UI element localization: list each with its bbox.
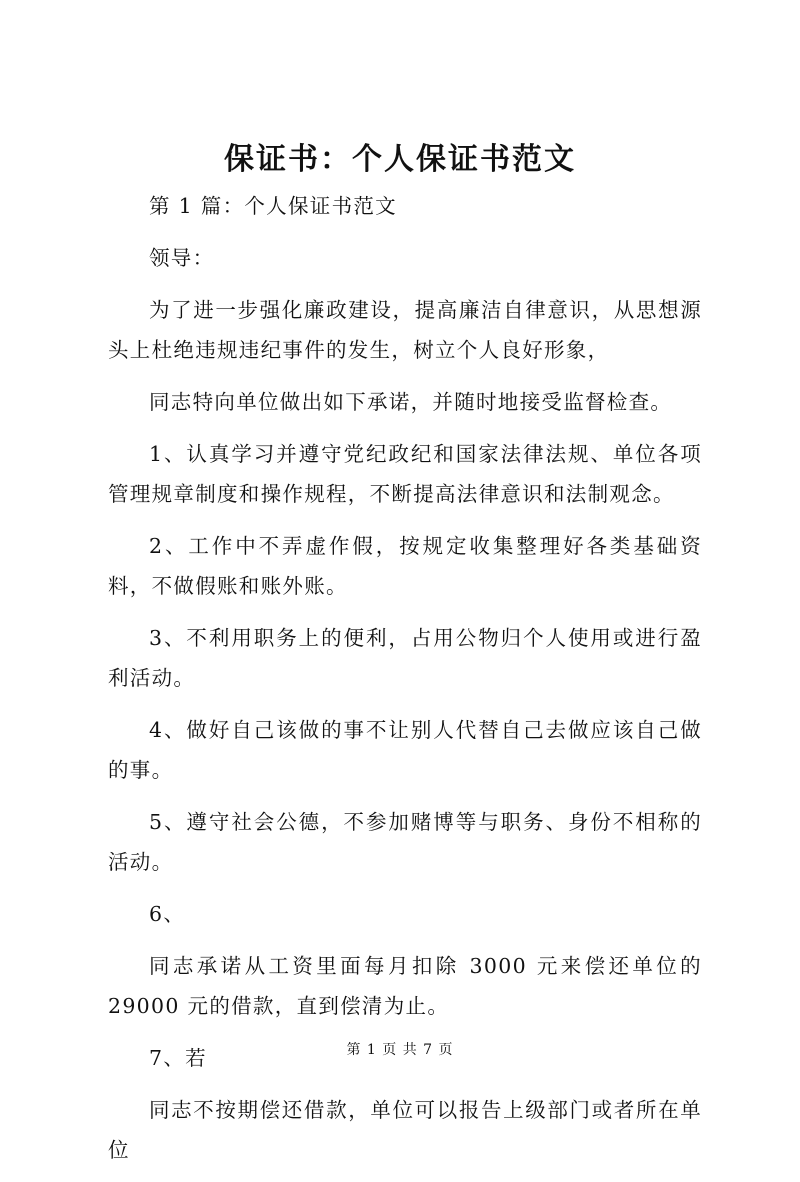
- document-title: 保证书：个人保证书范文: [224, 142, 576, 177]
- paragraph-item-6: 6、: [149, 902, 186, 926]
- paragraph-section-heading: 第 1 篇：个人保证书范文: [149, 194, 397, 218]
- page-footer: 第 1 页 共 7 页: [346, 1042, 454, 1058]
- document-body: [108, 186, 702, 1182]
- paragraph-item-6-detail: 同志承诺从工资里面每月扣除 3000 元来偿还单位的 29000 元的借款，直到偿清为止。: [108, 954, 702, 1018]
- paragraph-item-3: 3、不利用职务上的便利，占用公物归个人使用或进行盈利活动。: [108, 626, 702, 690]
- paragraph-item-1: 1、认真学习并遵守党纪政纪和国家法律法规、单位各项管理规章制度和操作规程，不断提高法律意识和法制观念。: [108, 442, 702, 506]
- paragraph-commitment: 同志特向单位做出如下承诺，并随时地接受监督检查。: [149, 390, 673, 414]
- paragraph-item-2: 2、工作中不弄虚作假，按规定收集整理好各类基础资料，不做假账和账外账。: [108, 534, 702, 598]
- paragraph-item-5: 5、遵守社会公德，不参加赌博等与职务、身份不相称的活动。: [108, 810, 702, 874]
- paragraph-salutation: 领导：: [149, 246, 215, 270]
- paragraph-item-4: 4、做好自己该做的事不让别人代替自己去做应该自己做的事。: [108, 718, 702, 782]
- paragraph-item-7: 7、若: [149, 1046, 207, 1070]
- paragraph-item-7-detail: 同志不按期偿还借款，单位可以报告上级部门或者所在单位: [108, 1098, 702, 1162]
- paragraph-intro: 为了进一步强化廉政建设，提高廉洁自律意识，从思想源头上杜绝违规违纪事件的发生，树立个人良好形象，: [108, 298, 702, 362]
